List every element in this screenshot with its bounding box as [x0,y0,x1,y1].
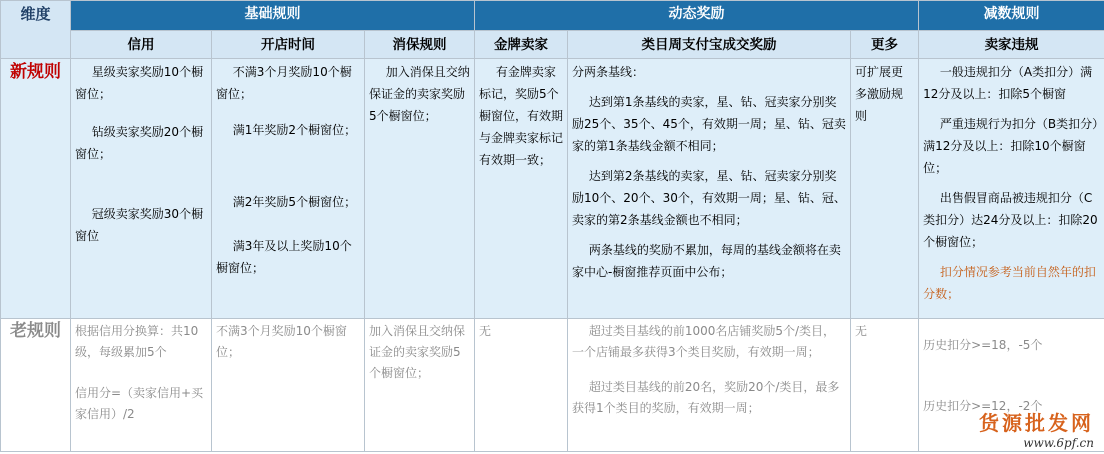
new-credit-diamond: 钻级卖家奖励20个橱窗位； [75,125,204,161]
new-consumer-protection-cell [365,59,475,319]
new-violations-note: 扣分情况参考当前自然年的扣分数； [923,265,1096,301]
watermark-url: www.6pf.cn [1023,436,1094,450]
old-store-time-cell [212,319,365,452]
old-gold-seller-text: 无 [479,324,492,338]
new-category-reward-baseline2: 达到第2条基线的卖家，星、钻、冠卖家分别奖励10个、20个、30个，有效期一周；星、钻、冠、卖家的第2条基线金额也不相同； [572,169,846,227]
new-rules-label: 新规则 [1,59,71,319]
old-credit-formula: 信用分=（卖家信用+买家信用）/2 [75,386,204,421]
new-credit-crown: 冠级卖家奖励30个橱窗位 [75,207,204,243]
group-basic-rules: 基础规则 [71,1,475,31]
old-more-text: 无 [855,324,868,338]
new-gold-seller-text: 有金牌卖家标记，奖励5个橱窗位，有效期与金牌卖家标记有效期一致； [479,65,564,167]
new-store-time-1y: 满1年奖励2个橱窗位； [232,123,357,137]
col-more: 更多 [851,31,919,59]
new-store-time-3m: 不满3个月奖励10个橱窗位； [216,65,352,101]
col-store-time: 开店时间 [212,31,365,59]
new-category-reward-intro: 分两条基线： [572,65,645,79]
old-consumer-protection-cell [365,319,475,452]
col-gold-seller: 金牌卖家 [475,31,568,59]
old-rules-row [1,319,1104,452]
new-more-text: 可扩展更多激励规则 [855,65,904,123]
old-violations-12: 历史扣分>=12，-2个 [923,399,1043,413]
new-violations-b: 严重违规行为扣分（B类扣分）满12分及以上：扣除10个橱窗位； [923,117,1099,175]
old-violations-cell [919,319,1104,452]
column-header-row [1,31,1104,59]
watermark-text: 货源批发网 [979,411,1094,435]
col-credit: 信用 [71,31,212,59]
new-violations-cell [919,59,1104,319]
old-consumer-protection-text: 加入消保且交纳保证金的卖家奖励5个橱窗位； [369,324,466,380]
col-seller-violations: 卖家违规 [919,31,1104,59]
group-header-row [1,1,1104,31]
new-store-time-2y: 满2年奖励5个橱窗位； [232,195,357,209]
new-credit-cell [71,59,212,319]
old-credit-cell [71,319,212,452]
col-consumer-protection: 消保规则 [365,31,475,59]
new-violations-c: 出售假冒商品被违规扣分（C类扣分）达24分及以上：扣除20个橱窗位； [923,191,1098,249]
old-violations-18: 历史扣分>=18，-5个 [923,338,1043,352]
new-store-time-cell [212,59,365,319]
old-category-reward-cell [568,319,851,452]
new-gold-seller-cell [475,59,568,319]
old-credit-levels: 根据信用分换算：共10级，每级累加5个 [75,324,199,359]
old-store-time-text: 不满3个月奖励10个橱窗位； [216,324,347,359]
group-dynamic-rewards: 动态奖励 [475,1,919,31]
new-credit-star: 星级卖家奖励10个橱窗位； [75,65,204,101]
new-consumer-protection-text: 加入消保且交纳保证金的卖家奖励 5个橱窗位； [369,65,470,123]
dimension-header: 维度 [1,1,71,59]
col-category-reward: 类目周支付宝成交奖励 [568,31,851,59]
old-category-reward-top1000: 超过类目基线的前1000名店铺奖励5个/类目，一个店铺最多获得3个类目奖励，有效期一周； [572,324,836,359]
new-store-time-3y: 满3年及以上奖励10个橱窗位； [216,239,352,275]
group-deduction-rules: 减数规则 [919,1,1104,31]
old-gold-seller-cell [475,319,568,452]
new-category-reward-note: 两条基线的奖励不累加，每周的基线金额将在卖家中心-橱窗推荐页面中公布； [572,243,841,279]
new-violations-a: 一般违规扣分（A类扣分）满12分及以上：扣除5个橱窗 [923,65,1093,101]
new-category-reward-cell [568,59,851,319]
old-category-reward-top20: 超过类目基线的前20名，奖励20个/类目，最多获得1个类目的奖励，有效期一周； [572,380,840,415]
old-rules-label: 老规则 [1,319,71,452]
old-more-cell [851,319,919,452]
new-more-cell [851,59,919,319]
new-category-reward-baseline1: 达到第1条基线的卖家，星、钻、冠卖家分别奖励25个、35个、45个，有效期一周；星、钻、冠卖家的第1条基线金额不相同； [572,95,846,153]
new-rules-row [1,59,1104,319]
